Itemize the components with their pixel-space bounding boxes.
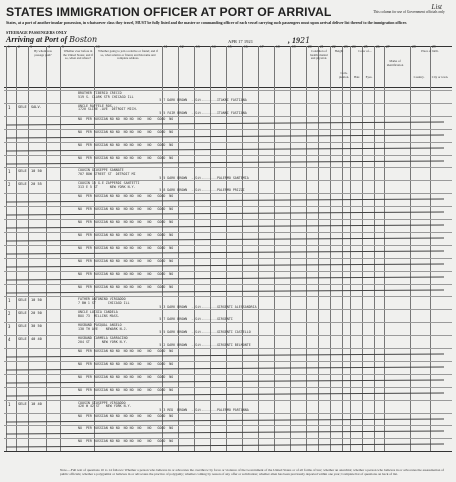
row-number: 2 (8, 311, 11, 317)
row-number: 3 (8, 324, 11, 330)
row-entry-text: COUSIN 15 G.E ZAPPERDI SANTETTI 313 E 5 ST NEW YORK N.Y. 5 8 DARK BROWN ..Sit........PALERMO PRIZZI (78, 181, 245, 193)
column-number: 5 (62, 45, 64, 49)
column-number: 18 (276, 45, 280, 49)
row-rule (4, 142, 452, 143)
strikethrough-line (6, 147, 444, 151)
row-passage-info: SELE 10 50 (18, 298, 42, 303)
column-number: 24 (352, 45, 356, 49)
strikethrough-line (6, 276, 444, 280)
manifest-row (4, 296, 452, 309)
row-rule (4, 438, 452, 439)
column-number: 12 (180, 45, 184, 49)
strikethrough-line (6, 199, 444, 203)
column-number: 27 (386, 45, 390, 49)
manifest-row (4, 219, 452, 232)
column-number: 23 (344, 45, 348, 49)
column-number: 14 (212, 45, 216, 49)
manifest-row (4, 103, 452, 116)
column-number: 16 (244, 45, 248, 49)
row-rule (4, 103, 452, 104)
header-complexion: Com-plexion. (338, 71, 350, 79)
row-entry-text: NO PER RUSSIAN NO NO NO NO NO NO GOOD NO (78, 374, 174, 379)
header-joining: Whether going to join a relative or friend; and if so, what relative or friend, and his name and complete address. (98, 49, 158, 61)
row-entry-text: FATHER ANTONINO VIRGADDO 7 BW 1 ST CHICAGO ILL 5 3 DARK BROWN ..Sit........GIRGENTI ALESSANDRIA (78, 297, 257, 309)
column-number: 4 (48, 45, 50, 49)
manifest-row (4, 180, 452, 193)
strikethrough-line (6, 212, 444, 216)
list-label: List (431, 3, 442, 11)
strikethrough-line (6, 418, 444, 422)
row-passage-info: SELE 40 40 (18, 337, 42, 342)
row-passage-info: SELE SALV. (18, 104, 42, 109)
row-entry-text: NO PER RUSSIAN NO NO NO NO NO NO GOOD NO (78, 194, 174, 199)
header-condition: Condition of health, mental and physical. (310, 49, 328, 61)
row-entry-text: NO PER RUSSIAN NO NO NO NO NO NO GOOD NO (78, 361, 174, 366)
row-entry-text: NO PER RUSSIAN NO NO NO NO NO NO GOOD NO (78, 155, 174, 160)
row-rule (4, 361, 452, 362)
row-entry-text: NO PER RUSSIAN NO NO NO NO NO NO GOOD NO (78, 413, 174, 418)
column-number: 20 (308, 45, 312, 49)
row-number: 1 (8, 169, 11, 175)
header-hair: Hair. (353, 75, 361, 79)
strikethrough-line (6, 224, 444, 228)
row-rule (4, 219, 452, 220)
manifest-row (4, 155, 452, 168)
header-place-of-birth: Place of birth. (421, 49, 439, 53)
manifest-row (4, 374, 452, 387)
column-number: 3 (30, 45, 32, 49)
row-rule (4, 90, 452, 91)
official-use-note: This column for use of Government officials only (373, 10, 445, 14)
manifest-row (4, 413, 452, 426)
manifest-row (4, 284, 452, 297)
column-number: 22 (332, 45, 336, 49)
strikethrough-line (6, 263, 444, 267)
header-marks: Marks of identification (386, 59, 404, 67)
row-entry-text: NO PER RUSSIAN NO NO NO NO NO NO GOOD NO (78, 129, 174, 134)
header-eyes: Eyes. (365, 75, 373, 79)
row-number: 1 (8, 104, 11, 110)
row-rule (4, 167, 452, 168)
row-passage-info: SELE 30 50 (18, 324, 42, 329)
steerage-label: STEERAGE PASSENGERS ONLY (6, 30, 67, 35)
manifest-title: STATES IMMIGRATION OFFICER AT PORT OF ARRIVAL (6, 5, 332, 19)
manifest-row (4, 309, 452, 322)
column-number: 10 (96, 45, 100, 49)
header-color-of: Color of— (358, 49, 372, 53)
row-rule (4, 232, 452, 233)
manifest-row (4, 438, 452, 451)
strikethrough-line (6, 250, 444, 254)
manifest-row (4, 116, 452, 129)
header-city: City or town. (431, 75, 449, 79)
row-entry-text: NO PER RUSSIAN NO NO NO NO NO NO GOOD NO (78, 245, 174, 250)
row-rule (4, 413, 452, 414)
year-field (288, 36, 310, 45)
row-entry-text: NO PER RUSSIAN NO NO NO NO NO NO GOOD NO (78, 349, 174, 353)
row-passage-info: SELE 20 55 (18, 182, 42, 187)
row-entry-text: NO PER RUSSIAN NO NO NO NO NO NO GOOD NO (78, 271, 174, 276)
row-entry-text: UNCLE RAFFELE ROS... 1720 SLIRE .AVE DETROIT MICH. 5 5 FAIR BROWN ..Sit........ITANNI FASTIANA (78, 103, 247, 116)
row-entry-text: NO PER RUSSIAN NO NO NO NO NO NO GOOD NO (78, 207, 174, 212)
row-passage-info: SELE 10 50 (18, 169, 42, 174)
footer-rule (4, 451, 452, 452)
row-passage-info: SELE 20 50 (18, 311, 42, 316)
column-number: 17 (260, 45, 264, 49)
column-number: 29 (432, 45, 436, 49)
row-entry-text: NO PER RUSSIAN NO NO NO NO NO NO GOOD NO (78, 258, 174, 263)
manifest-row (4, 206, 452, 219)
row-rule (4, 374, 452, 375)
column-number: 26 (376, 45, 380, 49)
manifest-row (4, 348, 452, 361)
row-number: 4 (8, 337, 11, 343)
header-by-whom: By whom was passage paid? (34, 49, 52, 57)
manifest-row (4, 258, 452, 271)
row-entry-text: NO PER RUSSIAN NO NO NO NO NO NO GOOD NO (78, 387, 174, 392)
manifest-row (4, 232, 452, 245)
port-name: Boston (69, 35, 98, 44)
manifest-row (4, 387, 452, 400)
column-number: 1 (8, 45, 10, 49)
row-entry-text: NO PER RUSSIAN NO NO NO NO NO NO GOOD NO (78, 142, 174, 147)
manifest-row (4, 245, 452, 258)
strikethrough-line (6, 134, 444, 138)
row-entry-text: NO PER RUSSIAN NO NO NO NO NO NO GOOD NO (78, 284, 174, 289)
row-rule (4, 296, 452, 297)
row-rule (4, 245, 452, 246)
row-entry-text: NO PER RUSSIAN NO NO NO NO NO NO GOOD NO (78, 116, 174, 121)
row-rule (4, 129, 452, 130)
year-label: , 19 (288, 36, 300, 45)
arriving-at-port (6, 35, 97, 44)
manifest-row (4, 322, 452, 335)
manifest-row (4, 400, 452, 413)
strikethrough-line (6, 444, 444, 448)
row-rule (4, 425, 452, 426)
row-rule (4, 206, 452, 207)
row-number: 1 (8, 298, 11, 304)
row-rule (4, 387, 452, 388)
row-entry-text: COUSIN GIUSEPPE VIRGADDO 426 W 42 ST NEW YORK N.Y. 5 3 RED BROWN ..Sit........PALERMO PARTANNA (78, 400, 249, 412)
strikethrough-line (6, 353, 444, 357)
row-rule (4, 116, 452, 117)
strikethrough-line (6, 121, 444, 125)
row-entry-text: UNCLE LUIGIA CANDELA BOX 73 MILLINS MASS. 5 7 DARK BROWN ..Sit........GIRGENTI (78, 310, 233, 322)
arriving-label: Arriving at Port of (6, 35, 68, 44)
strikethrough-line (6, 366, 444, 370)
row-number: 1 (8, 401, 11, 407)
manifest-row (4, 271, 452, 284)
row-entry-text: NO PER RUSSIAN NO NO NO NO NO NO GOOD NO (78, 439, 174, 444)
row-rule (4, 322, 452, 323)
manifest-row (4, 129, 452, 142)
strikethrough-line (6, 237, 444, 241)
column-number: 21 (320, 45, 324, 49)
column-number: 28 (412, 45, 416, 49)
column-number: 11 (164, 45, 168, 49)
manifest-row (4, 335, 452, 348)
row-entry-text: NO PER RUSSIAN NO NO NO NO NO NO GOOD NO (78, 232, 174, 237)
row-rule (4, 193, 452, 194)
row-rule (4, 155, 452, 156)
strikethrough-line (6, 289, 444, 293)
row-rule (4, 335, 452, 336)
column-number: 15 (228, 45, 232, 49)
arrival-date-stamp: APR 17 1921 (228, 39, 254, 44)
row-passage-info: SELE 10 40 (18, 401, 42, 406)
row-rule (4, 309, 452, 310)
year-value: 21 (300, 36, 311, 45)
manifest-row (4, 425, 452, 438)
row-rule (4, 284, 452, 285)
strikethrough-line (6, 431, 444, 435)
strikethrough-line (6, 379, 444, 383)
strikethrough-line (6, 392, 444, 396)
manifest-row (4, 167, 452, 180)
row-rule (4, 400, 452, 401)
column-number: 13 (196, 45, 200, 49)
row-entry-text: NO PER RUSSIAN NO NO NO NO NO NO GOOD NO (78, 426, 174, 431)
row-rule (4, 348, 452, 349)
manifest-row (4, 361, 452, 374)
column-number: 19 (292, 45, 296, 49)
row-entry-text: BROTHER TIBERIO CRECCO 519 S. CLARK STR CHICAGO ILL 5 7 DARK BROWN ..Sit........ITAKNI FASTIANA (78, 91, 247, 103)
footer-note: Note.—Full text of questions 10 to 14 follows: Whether a person who believes in or advocates the overthrow by force or violence of the Government of the United States or of all forms of law; whether an anarchist; whether a person who believes in or advocates the assassination of public officials; whether a polygamist or believes in or advocates the practice of polygamy; whether coming by reason of any offer or solicitation; whether alien has been previously deported within one year; Complete list of questions on back of list. (60, 468, 444, 476)
header-height: Height (334, 49, 344, 53)
manifest-row (4, 142, 452, 155)
manifest-subtitle: States, at a port of another insular possession, in whatsoever class they travel, MUST be fully listed and the master or commanding officer of each vessel carrying such passengers must upon arrival deliver list thereof to the immigration officer. (6, 21, 407, 25)
row-entry-text: NO PER RUSSIAN NO NO NO NO NO NO GOOD NO (78, 220, 174, 224)
row-number: 2 (8, 182, 11, 188)
row-entry-text: COUSIN GIUSEPPE SANNATE 707 BOW STREET ST DETROIT MI 5 5 DARK BROWN ..Sit........PALERMO SANTEMIA (78, 168, 249, 180)
header-country: Country. (413, 75, 425, 79)
strikethrough-line (6, 160, 444, 164)
column-number: 2 (18, 45, 20, 49)
row-rule (4, 271, 452, 272)
row-rule (4, 180, 452, 181)
row-entry-text: HUSBAND PASQUAL ANGELO 130 TH AVE NEWARK N.J. 5 5 DARK BROWN ..Sit........GIRGENTI CASTELLO (78, 323, 251, 335)
header-been-in-us: Whether ever before in the United States; and if so, when and where? (63, 49, 93, 61)
column-number: 25 (364, 45, 368, 49)
manifest-row (4, 90, 452, 103)
row-rule (4, 258, 452, 259)
manifest-row (4, 193, 452, 206)
row-entry-text: HUSBAND CARMELA SARRACINO 204 ST NEW YORK N.Y. 5 2 DARK BROWN ..Sit........GIRGENTI BELMONTE (78, 336, 251, 348)
